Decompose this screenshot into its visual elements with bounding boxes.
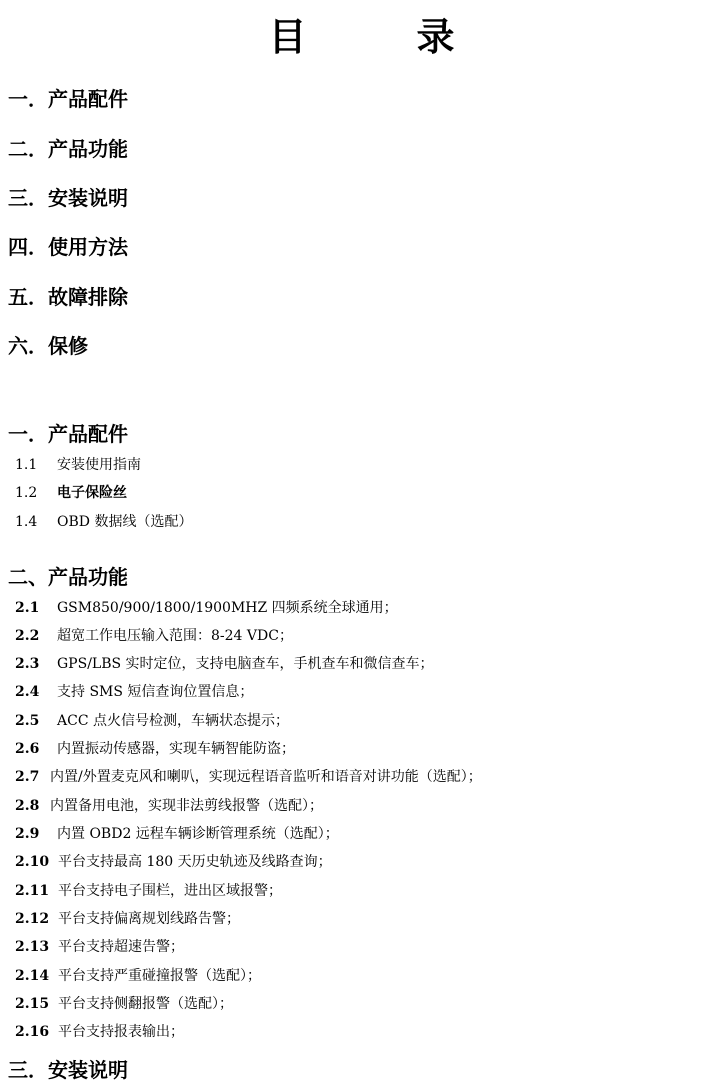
item-text: 平台支持报表输出； [58,1024,184,1040]
page-title: 目 录 [268,15,491,59]
item-text: 电子保险丝 [57,485,127,501]
item-text: OBD 数据线（选配） [57,514,193,530]
item-number: 2.11 [15,883,50,899]
list-item [15,966,261,986]
item-text: 内置备用电池，实现非法剪线报警（选配）； [50,798,323,814]
item-number: 2.7 [15,769,40,785]
list-item [15,767,482,787]
list-item [15,881,282,901]
item-text: 内置振动传感器，实现车辆智能防盗； [57,741,295,757]
item-number: 2.14 [15,968,50,984]
toc-item-installation: 三．安装说明 [8,186,128,210]
list-item [15,1022,184,1042]
item-text: 内置/外置麦克风和喇叭，实现远程语音监听和语音对讲功能（选配）； [50,769,482,785]
list-item [15,682,253,702]
toc-item-accessories: 一．产品配件 [8,87,128,111]
item-number: 2.5 [15,713,40,729]
list-item [15,937,184,957]
item-text: 平台支持侧翻报警（选配）； [58,996,233,1012]
toc-item-troubleshooting: 五．故障排除 [8,285,128,309]
toc-item-usage: 四．使用方法 [8,235,128,259]
item-text: 超宽工作电压输入范围：8-24 VDC； [57,628,293,644]
item-number: 2.8 [15,798,40,814]
item-number: 2.12 [15,911,50,927]
item-number: 2.10 [15,854,50,870]
list-item [15,455,141,475]
item-number: 1.4 [15,514,38,530]
toc-item-functions: 二．产品功能 [8,137,128,161]
item-number: 2.6 [15,741,40,757]
list-item [15,994,233,1014]
item-number: 2.1 [15,600,40,616]
list-item [15,626,293,646]
item-text: GPS/LBS 实时定位，支持电脑查车，手机查车和微信查车； [57,656,434,672]
list-item [15,796,323,816]
list-item [15,739,295,759]
item-number: 2.9 [15,826,40,842]
item-text: 平台支持超速告警； [58,939,184,955]
toc-item-warranty: 六．保修 [8,334,88,358]
item-number: 1.2 [15,485,38,501]
list-item [15,824,339,844]
item-number: 2.3 [15,656,40,672]
list-item [15,909,240,929]
section-heading-accessories: 一．产品配件 [8,422,128,446]
list-item [15,654,434,674]
list-item [15,598,398,618]
item-number: 2.16 [15,1024,50,1040]
list-item [15,512,192,532]
item-text: 平台支持最高 180 天历史轨迹及线路查询； [58,854,332,870]
list-item [15,483,127,503]
item-text: 安装使用指南 [57,457,141,473]
item-number: 2.2 [15,628,40,644]
list-item [15,711,289,731]
section-heading-functions: 二、产品功能 [8,565,128,589]
item-text: 平台支持严重碰撞报警（选配）； [58,968,261,984]
item-number: 2.4 [15,684,40,700]
item-number: 2.13 [15,939,50,955]
item-text: GSM850/900/1800/1900MHZ 四频系统全球通用； [57,600,398,616]
item-number: 1.1 [15,457,38,473]
item-text: 平台支持偏离规划线路告警； [58,911,240,927]
item-text: 内置 OBD2 远程车辆诊断管理系统（选配）； [57,826,339,842]
item-number: 2.15 [15,996,50,1012]
item-text: ACC 点火信号检测，车辆状态提示； [57,713,289,729]
item-text: 支持 SMS 短信查询位置信息； [57,684,254,700]
item-text: 平台支持电子围栏，进出区域报警； [58,883,282,899]
list-item [15,852,332,872]
section-heading-installation: 三．安装说明 [8,1058,128,1082]
